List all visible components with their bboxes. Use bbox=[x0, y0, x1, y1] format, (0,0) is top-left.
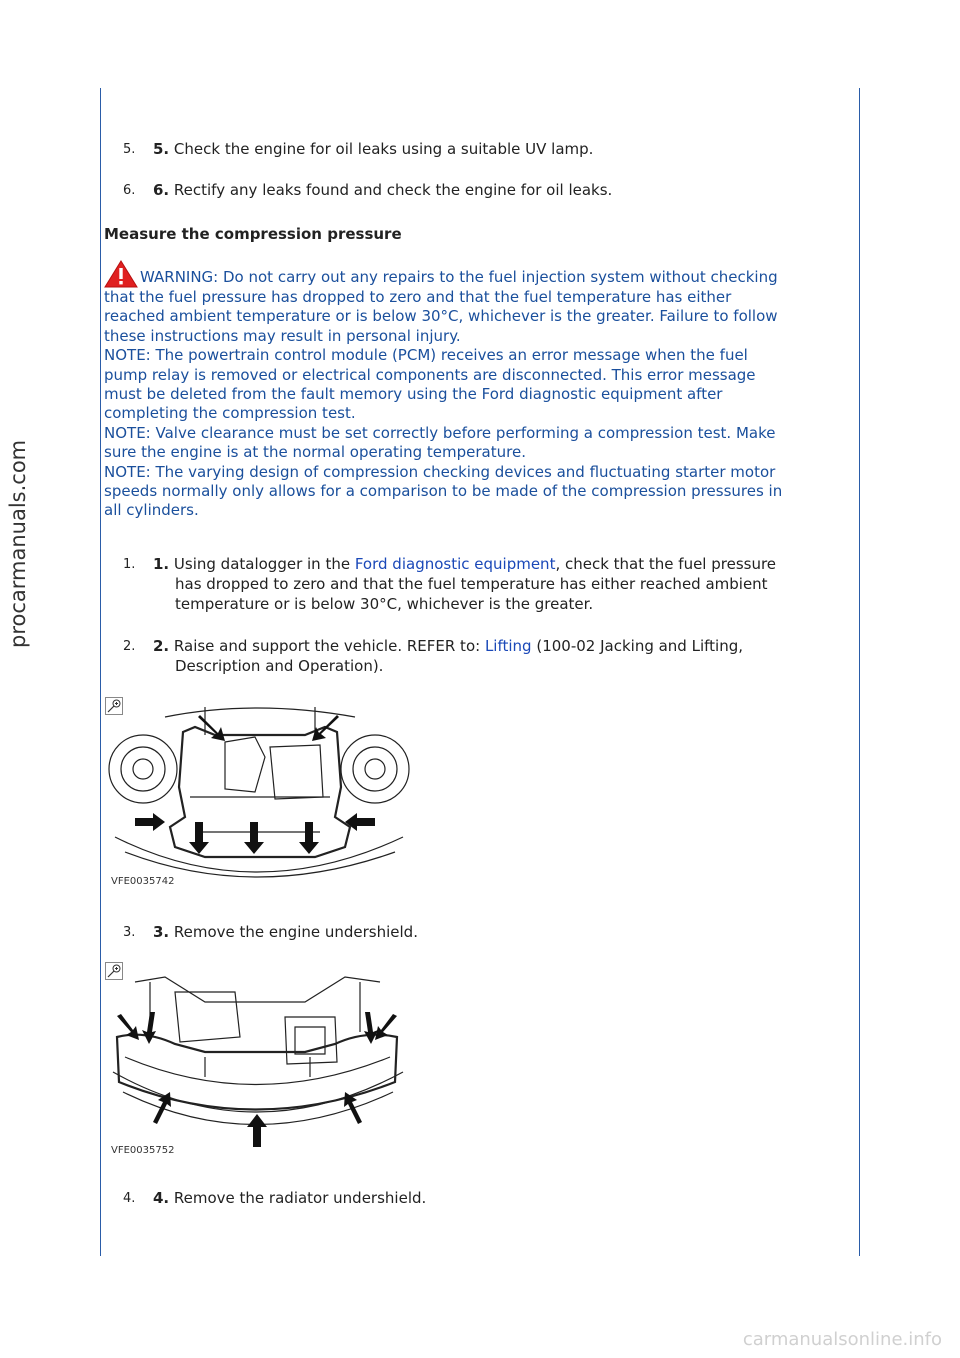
zoom-icon[interactable] bbox=[105, 962, 123, 980]
note-line: completing the compression test. bbox=[104, 404, 356, 423]
step-text: Remove the engine undershield. bbox=[169, 923, 418, 941]
figure-caption: VFE0035742 bbox=[111, 876, 175, 887]
ford-diagnostic-equipment-link[interactable]: Ford diagnostic equipment bbox=[354, 555, 556, 573]
warning-line: that the fuel pressure has dropped to zero and that the fuel temperature has either bbox=[104, 288, 732, 306]
note-line: speeds normally only allows for a comparison to be made of the compression pressures in bbox=[104, 482, 783, 501]
step-text: Rectify any leaks found and check the engine for oil leaks. bbox=[169, 181, 613, 199]
step-2: 2. 2. Raise and support the vehicle. REFER to: Lifting (100-02 Jacking and Lifting, Description and Operation). bbox=[105, 636, 845, 676]
step-text: Check the engine for oil leaks using a suitable UV lamp. bbox=[169, 140, 594, 158]
step-number: 4. bbox=[123, 1191, 136, 1206]
lifting-link[interactable]: Lifting bbox=[484, 637, 532, 655]
warning-triangle-icon bbox=[104, 260, 138, 288]
note-line: NOTE: The varying design of compression checking devices and fluctuating starter motor bbox=[104, 462, 776, 481]
section-heading: Measure the compression pressure bbox=[104, 225, 402, 243]
radiator-undershield-figure bbox=[105, 962, 410, 1158]
left-margin-rule bbox=[100, 88, 101, 1256]
step-text-line: has dropped to zero and that the fuel temperature has either reached ambient bbox=[175, 575, 768, 593]
footer-watermark: carmanualsonline.info bbox=[742, 1329, 942, 1350]
step-number: 1. bbox=[123, 557, 136, 572]
note-line: sure the engine is at the normal operating temperature. bbox=[104, 443, 526, 462]
zoom-icon[interactable] bbox=[105, 697, 123, 715]
step-bold-number: 3. bbox=[153, 923, 170, 941]
engine-undershield-illustration bbox=[105, 697, 410, 891]
note-line: NOTE: Valve clearance must be set correctly before performing a compression test. Make bbox=[104, 423, 776, 442]
warning-line: reached ambient temperature or is below 30°C, whichever is the greater. Failure to follow bbox=[104, 307, 778, 326]
step-bold-number: 6. bbox=[153, 181, 170, 199]
warning-block bbox=[104, 260, 844, 521]
step-4 bbox=[105, 1188, 845, 1208]
step-5 bbox=[105, 139, 845, 159]
figure-caption: VFE0035752 bbox=[111, 1145, 175, 1156]
step-bold-number: 5. bbox=[153, 140, 170, 158]
warning-line: WARNING: Do not carry out any repairs to the fuel injection system without checking bbox=[104, 260, 844, 288]
step-6 bbox=[105, 180, 845, 200]
step-number: 2. bbox=[123, 639, 136, 654]
step-number: 5. bbox=[123, 142, 136, 157]
radiator-undershield-illustration bbox=[105, 962, 410, 1158]
right-margin-rule bbox=[859, 88, 860, 1256]
step-1: 1. 1. Using datalogger in the Ford diagnostic equipment, check that the fuel pressure has dropped to zero and that the fuel temperature has either reached ambient temperature or is below 30°C, whichever is the greater. bbox=[105, 554, 845, 614]
step-bold-number: 2. bbox=[153, 637, 170, 655]
step-text-line: Description and Operation). bbox=[175, 657, 384, 675]
step-number: 3. bbox=[123, 925, 136, 940]
note-line: pump relay is removed or electrical components are disconnected. This error message bbox=[104, 365, 756, 384]
step-text: Remove the radiator undershield. bbox=[169, 1189, 427, 1207]
step-number: 6. bbox=[123, 183, 136, 198]
note-line: must be deleted from the fault memory using the Ford diagnostic equipment after bbox=[104, 385, 723, 404]
step-bold-number: 4. bbox=[153, 1189, 170, 1207]
step-bold-number: 1. bbox=[153, 555, 170, 573]
note-line: all cylinders. bbox=[104, 501, 199, 520]
step-3 bbox=[105, 922, 845, 942]
step-text-line: temperature or is below 30°C, whichever is the greater. bbox=[175, 595, 594, 613]
note-line: NOTE: The powertrain control module (PCM) receives an error message when the fuel bbox=[104, 346, 748, 365]
warning-line: these instructions may result in personal injury. bbox=[104, 326, 461, 345]
engine-undershield-figure bbox=[105, 697, 410, 891]
